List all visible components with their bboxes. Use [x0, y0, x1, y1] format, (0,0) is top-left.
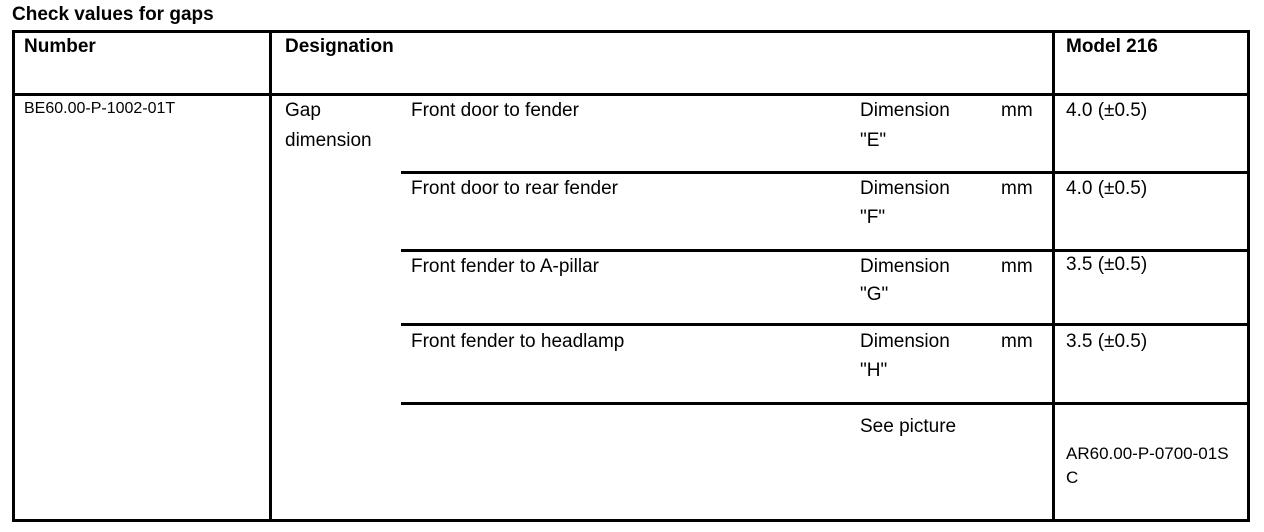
- header-designation: Designation: [285, 36, 394, 57]
- row-dimension-label: Dimension: [860, 178, 950, 199]
- row-unit: mm: [1001, 178, 1033, 199]
- row-dimension-label: Dimension: [860, 331, 950, 352]
- row-value: 3.5 (±0.5): [1066, 331, 1148, 352]
- divider: [12, 93, 1250, 96]
- doc-number: BE60.00-P-1002-01T: [24, 100, 176, 117]
- row-value: 4.0 (±0.5): [1066, 178, 1148, 199]
- divider: [401, 323, 1250, 326]
- row-dimension-code: "F": [860, 207, 886, 228]
- row-description: Front fender to A-pillar: [411, 256, 599, 277]
- picture-reference: AR60.00-P-0700-01SC: [1066, 444, 1229, 487]
- row-description: Front door to fender: [411, 100, 579, 121]
- page-title: Check values for gaps: [12, 4, 214, 25]
- divider: [401, 402, 1250, 405]
- row-dimension-code: "H": [860, 360, 888, 381]
- divider: [269, 30, 272, 522]
- row-description: Front door to rear fender: [411, 178, 618, 199]
- header-model: Model 216: [1066, 36, 1158, 57]
- row-dimension-code: "E": [860, 130, 887, 151]
- header-number: Number: [24, 36, 96, 57]
- divider: [1052, 30, 1055, 522]
- row-dimension-label: Dimension: [860, 100, 950, 121]
- row-unit: mm: [1001, 331, 1033, 352]
- row-description: Front fender to headlamp: [411, 331, 625, 352]
- row-dimension-code: "G": [860, 284, 889, 305]
- gap-values-table: [12, 30, 1250, 522]
- row-value: 3.5 (±0.5): [1066, 254, 1148, 275]
- row-unit: mm: [1001, 100, 1033, 121]
- group-label: Gap dimension: [285, 100, 372, 151]
- row-value: 4.0 (±0.5): [1066, 100, 1148, 121]
- row-dimension-label: Dimension: [860, 256, 950, 277]
- see-picture-note: See picture: [860, 416, 957, 437]
- row-unit: mm: [1001, 256, 1033, 277]
